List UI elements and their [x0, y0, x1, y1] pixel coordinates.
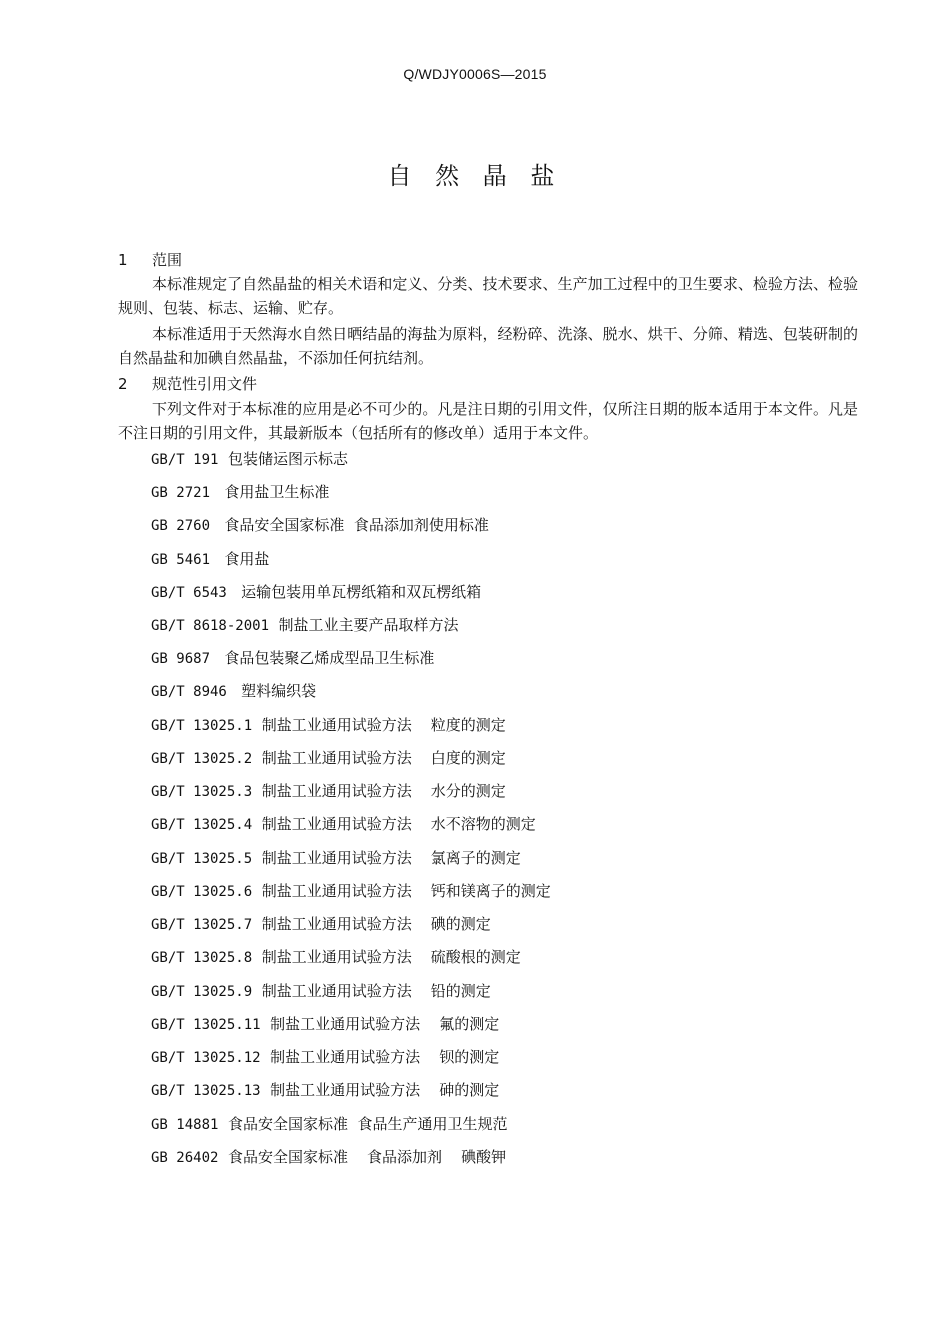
reference-item — [151, 813, 536, 834]
reference-title: 制盐工业通用试验方法 水不溶物的测定 — [252, 815, 536, 833]
reference-code: GB/T 13025.1 — [151, 718, 253, 734]
reference-code: GB/T 13025.13 — [151, 1083, 261, 1099]
reference-item — [151, 780, 506, 801]
reference-title: 食品安全国家标准 食品生产通用卫生规范 — [218, 1115, 508, 1133]
reference-title: 包装储运图示标志 — [218, 450, 348, 468]
reference-title: 制盐工业通用试验方法 水分的测定 — [252, 782, 506, 800]
section-1-paragraph-2: 本标准适用于天然海水自然日晒结晶的海盐为原料，经粉碎、洗涤、脱水、烘干、分筛、精选、包装研制的自然晶盐和加碘自然晶盐，不添加任何抗结剂。 — [118, 325, 858, 367]
reference-code: GB/T 13025.8 — [151, 950, 253, 966]
reference-code: GB/T 191 — [151, 452, 219, 468]
reference-item — [151, 1013, 499, 1034]
section-title: 范围 — [152, 251, 183, 269]
reference-item — [151, 847, 521, 868]
reference-item — [151, 647, 434, 668]
reference-item — [151, 913, 491, 934]
reference-item — [151, 946, 521, 967]
reference-code: GB 5461 — [151, 552, 211, 568]
reference-title: 制盐工业主要产品取样方法 — [269, 616, 459, 634]
reference-code: GB/T 13025.6 — [151, 884, 253, 900]
reference-item — [151, 514, 489, 535]
reference-item — [151, 548, 269, 569]
section-1-paragraph-1: 本标准规定了自然晶盐的相关术语和定义、分类、技术要求、生产加工过程中的卫生要求、检验方法、检验规则、包装、标志、运输、贮存。 — [118, 275, 858, 317]
reference-item — [151, 1046, 499, 1067]
section-title: 规范性引用文件 — [152, 375, 258, 393]
reference-code: GB 2721 — [151, 485, 211, 501]
reference-item — [151, 448, 348, 469]
reference-title: 制盐工业通用试验方法 氯离子的测定 — [252, 849, 521, 867]
reference-item — [151, 581, 481, 602]
reference-title: 制盐工业通用试验方法 硫酸根的测定 — [252, 948, 521, 966]
reference-title: 制盐工业通用试验方法 砷的测定 — [260, 1081, 500, 1099]
reference-code: GB 26402 — [151, 1150, 219, 1166]
reference-item — [151, 481, 329, 502]
reference-code: GB/T 13025.3 — [151, 784, 253, 800]
section-2-heading — [118, 373, 257, 394]
section-1-heading — [118, 249, 182, 270]
document-title: 自 然 晶 盐 — [387, 162, 563, 190]
reference-code: GB/T 8618-2001 — [151, 618, 270, 634]
reference-code: GB/T 13025.2 — [151, 751, 253, 767]
reference-code: GB/T 6543 — [151, 585, 227, 601]
reference-title: 制盐工业通用试验方法 铅的测定 — [252, 982, 491, 1000]
reference-code: GB/T 8946 — [151, 684, 227, 700]
reference-code: GB/T 13025.11 — [151, 1017, 261, 1033]
reference-code: GB 9687 — [151, 651, 211, 667]
reference-item — [151, 680, 316, 701]
reference-title: 食品包装聚乙烯成型品卫生标准 — [210, 649, 435, 667]
header-doc-code: Q/WDJY0006S—2015 — [403, 66, 547, 82]
reference-code: GB 14881 — [151, 1117, 219, 1133]
reference-code: GB/T 13025.9 — [151, 984, 253, 1000]
reference-code: GB/T 13025.4 — [151, 817, 253, 833]
reference-title: 制盐工业通用试验方法 白度的测定 — [252, 749, 506, 767]
reference-item — [151, 1113, 508, 1134]
reference-title: 运输包装用单瓦楞纸箱和双瓦楞纸箱 — [226, 583, 482, 601]
reference-item — [151, 714, 506, 735]
reference-title: 食用盐卫生标准 — [210, 483, 330, 501]
reference-item — [151, 747, 506, 768]
reference-title: 制盐工业通用试验方法 粒度的测定 — [252, 716, 506, 734]
reference-item — [151, 1079, 499, 1100]
reference-item — [151, 614, 459, 635]
reference-title: 食用盐 — [210, 550, 270, 568]
reference-code: GB/T 13025.12 — [151, 1050, 261, 1066]
reference-code: GB/T 13025.7 — [151, 917, 253, 933]
reference-code: GB 2760 — [151, 518, 211, 534]
reference-item — [151, 1146, 506, 1167]
reference-code: GB/T 13025.5 — [151, 851, 253, 867]
section-number: 1 — [118, 251, 128, 269]
section-2-paragraph-1: 下列文件对于本标准的应用是必不可少的。凡是注日期的引用文件，仅所注日期的版本适用于本文件。凡是不注日期的引用文件，其最新版本（包括所有的修改单）适用于本文件。 — [118, 400, 858, 442]
reference-item — [151, 980, 491, 1001]
reference-item — [151, 880, 551, 901]
reference-title: 食品安全国家标准 食品添加剂使用标准 — [210, 516, 489, 534]
section-number: 2 — [118, 375, 128, 393]
reference-title: 制盐工业通用试验方法 钡的测定 — [260, 1048, 500, 1066]
reference-title: 塑料编织袋 — [226, 682, 317, 700]
reference-title: 制盐工业通用试验方法 氟的测定 — [260, 1015, 500, 1033]
reference-title: 制盐工业通用试验方法 碘的测定 — [252, 915, 491, 933]
reference-title: 制盐工业通用试验方法 钙和镁离子的测定 — [252, 882, 551, 900]
reference-title: 食品安全国家标准 食品添加剂 碘酸钾 — [218, 1148, 507, 1166]
